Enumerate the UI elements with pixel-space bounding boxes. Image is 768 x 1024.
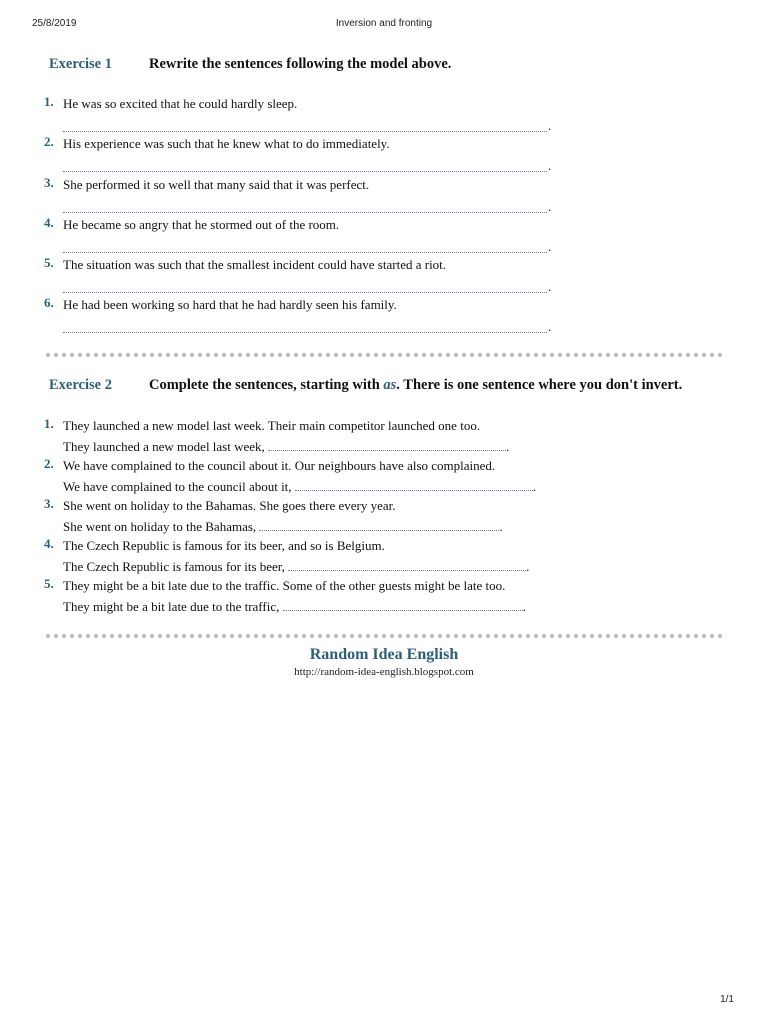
item-sentence: The situation was such that the smallest incident could have started a riot. bbox=[63, 257, 447, 272]
completion-prompt: We have complained to the council about it, bbox=[63, 479, 292, 494]
item-sentence: They might be a bit late due to the traffic. Some of the other guests might be late too. bbox=[63, 578, 506, 593]
answer-line[interactable] bbox=[268, 438, 506, 451]
item-sentence: He had been working so hard that he had hardly seen his family. bbox=[63, 297, 397, 312]
item-sentence: The Czech Republic is famous for its beer, and so is Belgium. bbox=[63, 538, 385, 553]
answer-line[interactable] bbox=[63, 171, 547, 172]
item-sentence: She went on holiday to the Bahamas. She goes there every year. bbox=[63, 498, 396, 513]
item-sentence: They launched a new model last week. Their main competitor launched one too. bbox=[63, 418, 481, 433]
keyword-as: as bbox=[383, 377, 397, 393]
item-number: 2. bbox=[44, 134, 54, 149]
answer-line[interactable] bbox=[259, 518, 499, 531]
item-number: 6. bbox=[44, 295, 54, 310]
answer-line[interactable] bbox=[63, 131, 547, 132]
item-completion: The Czech Republic is famous for its beer, . bbox=[63, 559, 530, 574]
exercise-1-label: Exercise 1 bbox=[49, 56, 112, 72]
completion-prompt: The Czech Republic is famous for its beer, bbox=[63, 559, 285, 574]
item-number: 5. bbox=[44, 576, 54, 591]
answer-line[interactable] bbox=[295, 478, 533, 491]
item-number: 1. bbox=[44, 416, 54, 431]
exercise-1-instruction: Rewrite the sentences following the model above. bbox=[149, 56, 452, 72]
page-number: 1/1 bbox=[720, 994, 734, 1005]
exercise-1-heading bbox=[49, 56, 451, 73]
item-completion: We have complained to the council about it, . bbox=[63, 479, 537, 494]
exercise-2-heading bbox=[49, 377, 682, 394]
item-number: 5. bbox=[44, 255, 54, 270]
exercise-2-label: Exercise 2 bbox=[49, 377, 112, 393]
answer-line[interactable] bbox=[63, 212, 547, 213]
item-completion: They launched a new model last week, . bbox=[63, 439, 510, 454]
item-sentence: She performed it so well that many said that it was perfect. bbox=[63, 177, 370, 192]
item-sentence: He became so angry that he stormed out of the room. bbox=[63, 217, 340, 232]
item-completion: She went on holiday to the Bahamas, . bbox=[63, 519, 503, 534]
page-title: Inversion and fronting bbox=[335, 18, 433, 29]
answer-line[interactable] bbox=[63, 292, 547, 293]
answer-line[interactable] bbox=[288, 558, 526, 571]
item-number: 4. bbox=[44, 215, 54, 230]
item-number: 3. bbox=[44, 496, 54, 511]
answer-line[interactable] bbox=[283, 598, 523, 611]
item-number: 2. bbox=[44, 456, 54, 471]
print-date: 25/8/2019 bbox=[32, 18, 77, 29]
dotted-separator bbox=[44, 633, 724, 639]
exercise-2-instruction: Complete the sentences, starting with as. There is one sentence where you don't invert. bbox=[149, 377, 683, 393]
completion-prompt: She went on holiday to the Bahamas, bbox=[63, 519, 257, 534]
item-sentence: We have complained to the council about it. Our neighbours have also complained. bbox=[63, 458, 496, 473]
answer-line[interactable] bbox=[63, 252, 547, 253]
completion-prompt: They launched a new model last week, bbox=[63, 439, 265, 454]
dotted-separator bbox=[44, 352, 724, 358]
item-sentence: His experience was such that he knew what to do immediately. bbox=[63, 136, 390, 151]
item-sentence: He was so excited that he could hardly sleep. bbox=[63, 96, 298, 111]
completion-prompt: They might be a bit late due to the traffic, bbox=[63, 599, 280, 614]
item-number: 3. bbox=[44, 175, 54, 190]
item-number: 1. bbox=[44, 94, 54, 109]
answer-line[interactable] bbox=[63, 332, 547, 333]
item-number: 4. bbox=[44, 536, 54, 551]
brand-name: Random Idea English bbox=[309, 646, 459, 663]
website-link[interactable]: http://random-idea-english.blogspot.com bbox=[294, 666, 474, 678]
item-completion: They might be a bit late due to the traffic, . bbox=[63, 599, 526, 614]
